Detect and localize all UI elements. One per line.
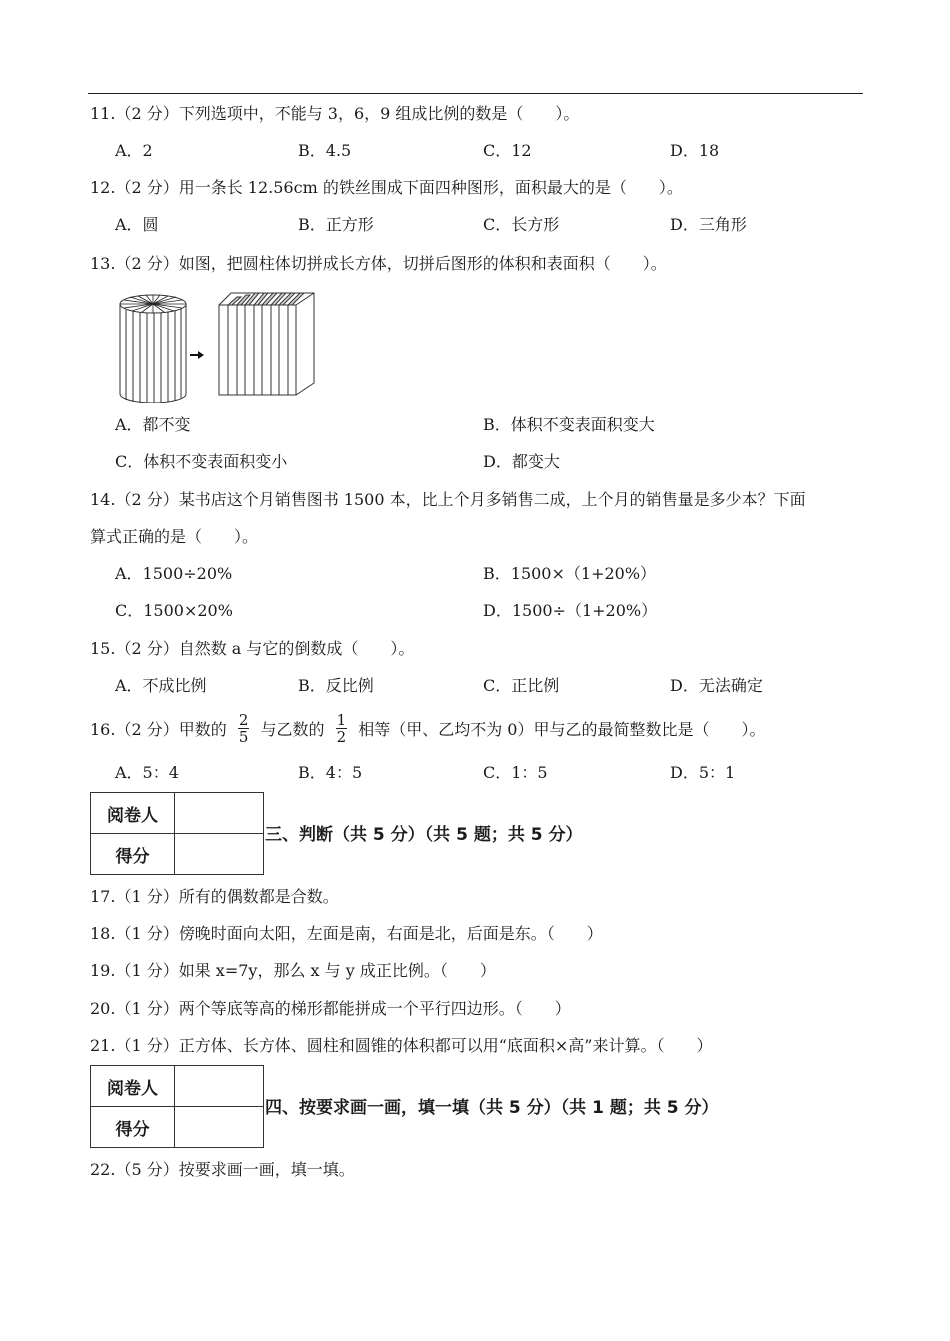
q14-option-d[interactable]: D．1500÷（1+20%） (483, 601, 658, 620)
q12-option-a[interactable]: A．圆 (115, 215, 159, 234)
q15-option-d[interactable]: D．无法确定 (670, 676, 763, 695)
q16-text-part2: 与乙数的 (260, 720, 325, 739)
header-rule (88, 93, 863, 94)
q16-text-part1: 16.（2 分）甲数的 (90, 720, 227, 739)
q11-option-c[interactable]: C．12 (483, 141, 532, 160)
q15-option-a[interactable]: A．不成比例 (115, 676, 207, 695)
q13-option-c[interactable]: C．体积不变表面积变小 (115, 452, 288, 471)
section3-title: 三、判断（共 5 分）（共 5 题；共 5 分） (265, 825, 583, 845)
q15-option-b[interactable]: B．反比例 (298, 676, 374, 695)
reviewer-label: 阅卷人 (91, 793, 175, 834)
arrow-right-icon (190, 351, 204, 359)
q11-option-a[interactable]: A．2 (115, 141, 153, 160)
fraction-one-half: $\frac{1}{2}$ (336, 711, 347, 746)
q14-option-c[interactable]: C．1500×20% (115, 601, 233, 620)
question-11-stem: 11.（2 分）下列选项中，不能与 3，6，9 组成比例的数是（ ）。 (90, 104, 580, 123)
question-20: 20.（1 分）两个等底等高的梯形都能拼成一个平行四边形。（ ） (90, 999, 571, 1018)
q16-option-b[interactable]: B．4：5 (298, 763, 363, 782)
reviewer-field[interactable] (175, 1066, 264, 1107)
question-19: 19.（1 分）如果 x=7y，那么 x 与 y 成正比例。（ ） (90, 961, 496, 980)
question-22: 22.（5 分）按要求画一画，填一填。 (90, 1160, 355, 1179)
q16-option-c[interactable]: C．1：5 (483, 763, 548, 782)
question-15-stem: 15.（2 分）自然数 a 与它的倒数成（ ）。 (90, 639, 415, 658)
q14-option-a[interactable]: A．1500÷20% (115, 564, 233, 583)
score-field[interactable] (175, 1107, 264, 1148)
score-table-section4 (90, 1065, 264, 1148)
q12-option-d[interactable]: D．三角形 (670, 215, 747, 234)
section4-title: 四、按要求画一画，填一填（共 5 分）（共 1 题；共 5 分） (265, 1098, 719, 1118)
question-13-stem: 13.（2 分）如图，把圆柱体切拼成长方体，切拼后图形的体积和表面积（ ）。 (90, 254, 667, 273)
q11-option-d[interactable]: D．18 (670, 141, 720, 160)
score-label: 得分 (91, 834, 175, 875)
question-17: 17.（1 分）所有的偶数都是合数。 (90, 887, 339, 906)
q15-option-c[interactable]: C．正比例 (483, 676, 560, 695)
q13-option-d[interactable]: D．都变大 (483, 452, 560, 471)
score-label: 得分 (91, 1107, 175, 1148)
q16-option-a[interactable]: A．5：4 (115, 763, 179, 782)
question-16-stem (90, 712, 765, 748)
q11-option-b[interactable]: B．4.5 (298, 141, 352, 160)
score-field[interactable] (175, 834, 264, 875)
question-14-stem-line2: 算式正确的是（ ）。 (90, 527, 259, 546)
q14-option-b[interactable]: B．1500×（1+20%） (483, 564, 657, 583)
q13-option-b[interactable]: B．体积不变表面积变大 (483, 415, 655, 434)
question-18: 18.（1 分）傍晚时面向太阳，左面是南，右面是北，后面是东。（ ） (90, 924, 603, 943)
reviewer-field[interactable] (175, 793, 264, 834)
q12-option-b[interactable]: B．正方形 (298, 215, 374, 234)
score-table-section3 (90, 792, 264, 875)
q16-text-part3: 相等（甲、乙均不为 0）甲与乙的最简整数比是（ ）。 (358, 720, 766, 739)
q12-option-c[interactable]: C．长方形 (483, 215, 560, 234)
reviewer-label: 阅卷人 (91, 1066, 175, 1107)
q16-option-d[interactable]: D．5：1 (670, 763, 736, 782)
fraction-two-fifths: $\frac{2}{5}$ (238, 711, 249, 746)
question-14-stem-line1: 14.（2 分）某书店这个月销售图书 1500 本，比上个月多销售二成，上个月的销售量是多少本？下面 (90, 490, 806, 509)
cylinder-to-cuboid-figure (110, 285, 325, 403)
question-12-stem: 12.（2 分）用一条长 12.56cm 的铁丝围成下面四种图形，面积最大的是（ ）。 (90, 178, 683, 197)
question-21: 21.（1 分）正方体、长方体、圆柱和圆锥的体积都可以用“底面积×高”来计算。（ ） (90, 1036, 713, 1055)
q13-option-a[interactable]: A．都不变 (115, 415, 191, 434)
